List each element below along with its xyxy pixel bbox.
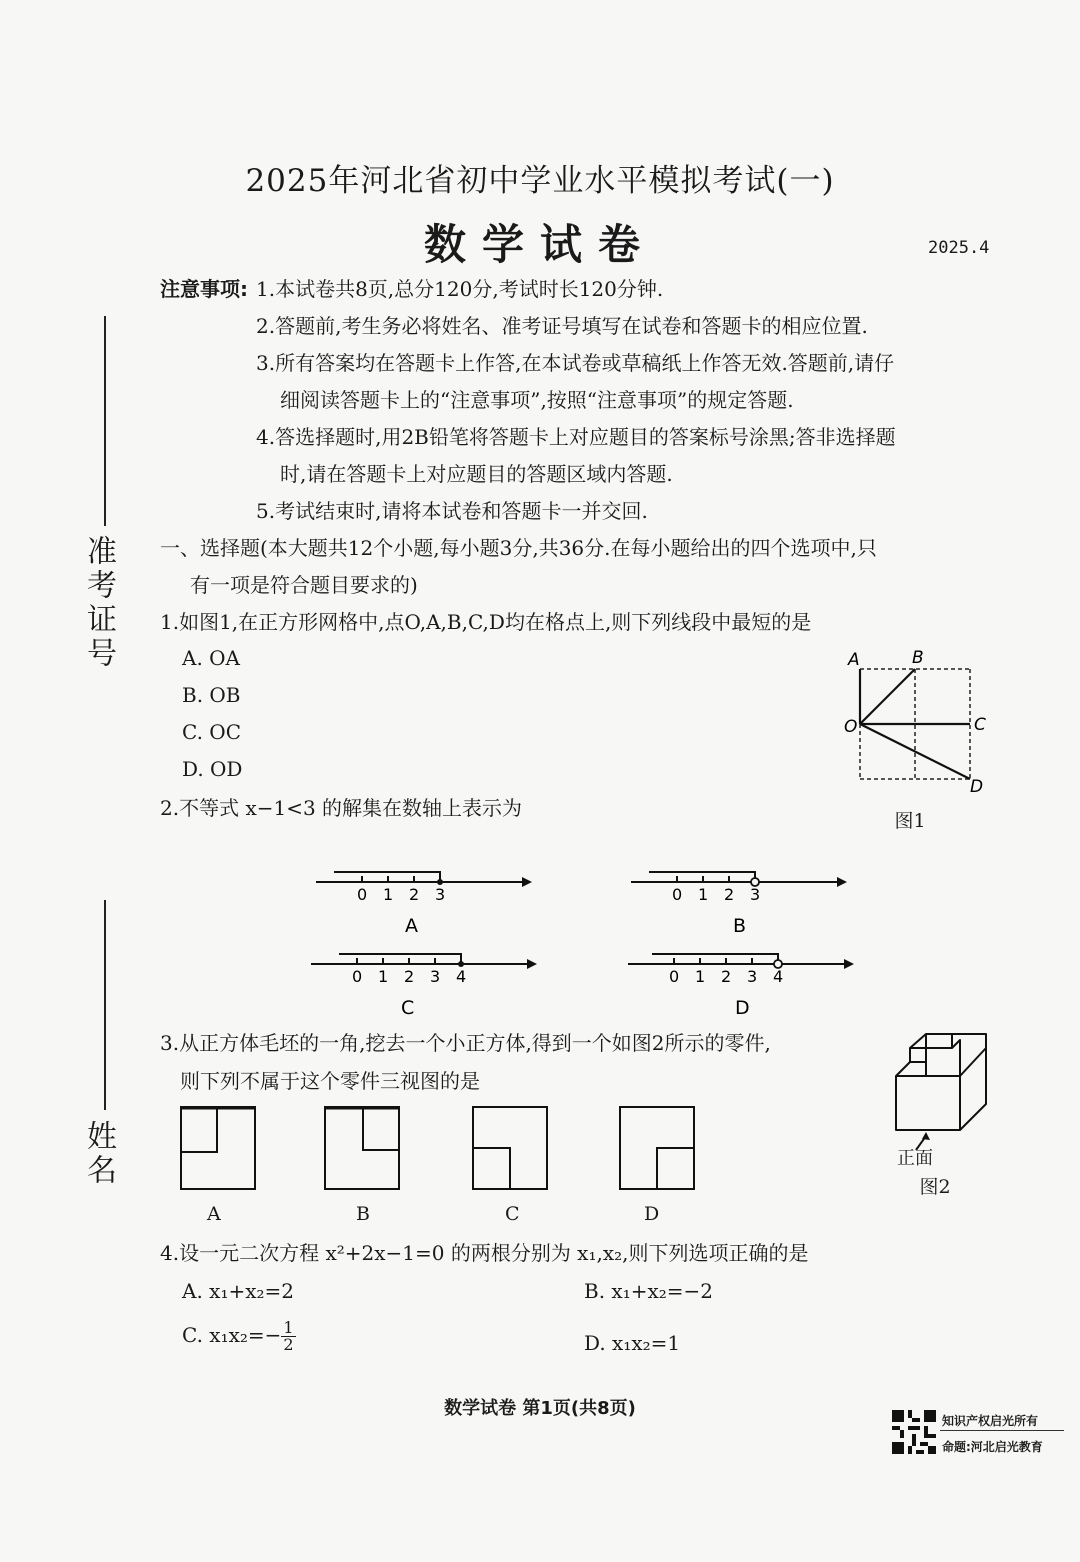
copyright-line-1: 知识产权启光所有 xyxy=(942,1414,1039,1428)
copyright-line-2: 命题:河北启光教育 xyxy=(942,1440,1043,1454)
number-line-b xyxy=(625,862,855,942)
notice-item-1: 1.本试卷共8页,总分120分,考试时长120分钟. xyxy=(256,277,664,301)
figure-1-grid xyxy=(836,645,996,795)
view-option-d xyxy=(617,1104,697,1194)
qr-code-icon xyxy=(892,1410,936,1454)
fraction-numerator: 1 xyxy=(283,1318,294,1337)
question-4-option-d: D. x₁x₂=1 xyxy=(584,1331,681,1355)
notice-item-5: 5.考试结束时,请将本试卷和答题卡一并交回. xyxy=(256,499,648,523)
question-1-stem: 1.如图1,在正方形网格中,点O,A,B,C,D均在格点上,则下列线段中最短的是 xyxy=(160,610,812,634)
number-line-a xyxy=(310,862,540,942)
tick-1: 1 xyxy=(378,967,389,986)
tick-1: 1 xyxy=(698,885,709,904)
number-line-c xyxy=(305,944,545,1024)
view-option-a-label: A xyxy=(207,1203,221,1225)
tick-0: 0 xyxy=(669,967,680,986)
name-line xyxy=(104,900,106,1110)
notice-label: 注意事项: xyxy=(160,277,248,301)
tick-1: 1 xyxy=(695,967,706,986)
notice-item-3-cont: 细阅读答题卡上的“注意事项”,按照“注意事项”的规定答题. xyxy=(280,388,794,412)
view-option-a xyxy=(178,1104,258,1194)
tick-0: 0 xyxy=(672,885,683,904)
notice-item-4-cont: 时,请在答题卡上对应题目的答题区域内答题. xyxy=(280,462,673,486)
figure-1-caption: 图1 xyxy=(894,810,926,832)
tick-3: 3 xyxy=(430,967,441,986)
section-1-heading: 一、选择题(本大题共12个小题,每小题3分,共36分.在每小题给出的四个选项中,只 xyxy=(160,536,877,560)
view-option-b xyxy=(322,1104,402,1194)
view-option-b-label: B xyxy=(356,1203,370,1225)
question-1-option-c: C. OC xyxy=(182,720,242,744)
option-label: A xyxy=(405,915,418,937)
question-1-option-d: D. OD xyxy=(182,757,243,781)
tick-2: 2 xyxy=(721,967,732,986)
tick-2: 2 xyxy=(724,885,735,904)
option-c-text: C. x₁x₂=− xyxy=(182,1323,282,1347)
section-1-heading-cont: 有一项是符合题目要求的) xyxy=(190,573,418,597)
tick-0: 0 xyxy=(357,885,368,904)
exam-id-label: 准考证号 xyxy=(81,535,116,671)
question-4-option-b: B. x₁+x₂=−2 xyxy=(584,1279,714,1303)
question-4-stem: 4.设一元二次方程 x²+2x−1=0 的两根分别为 x₁,x₂,则下列选项正确的是 xyxy=(160,1241,809,1265)
question-4-option-a: A. x₁+x₂=2 xyxy=(182,1279,294,1303)
number-line-d xyxy=(622,944,862,1024)
tick-3: 3 xyxy=(750,885,761,904)
tick-2: 2 xyxy=(409,885,420,904)
tick-2: 2 xyxy=(404,967,415,986)
option-label: B xyxy=(733,915,747,937)
figure-2-caption: 图2 xyxy=(919,1176,951,1198)
tick-0: 0 xyxy=(352,967,363,986)
paper-subtitle: 数学试卷 xyxy=(423,220,656,269)
view-option-c xyxy=(470,1104,550,1194)
question-1-option-a: A. OA xyxy=(182,646,240,670)
question-3-stem: 3.从正方体毛坯的一角,挖去一个小正方体,得到一个如图2所示的零件, xyxy=(160,1031,771,1055)
exam-title: 2025年河北省初中学业水平模拟考试(一) xyxy=(245,163,835,199)
notice-item-3: 3.所有答案均在答题卡上作答,在本试卷或草稿纸上作答无效.答题前,请仔 xyxy=(256,351,895,375)
name-label: 姓名 xyxy=(81,1120,116,1188)
tick-4: 4 xyxy=(456,967,467,986)
notice-item-2: 2.答题前,考生务必将姓名、准考证号填写在试卷和答题卡的相应位置. xyxy=(256,314,868,338)
view-option-c-label: C xyxy=(505,1203,520,1225)
tick-4: 4 xyxy=(773,967,784,986)
question-4-option-c xyxy=(182,1320,296,1353)
notice-item-4: 4.答选择题时,用2B铅笔将答题卡上对应题目的答案标号涂黑;答非选择题 xyxy=(256,425,896,449)
copyright-divider xyxy=(940,1430,1064,1431)
question-3-stem-cont: 则下列不属于这个零件三视图的是 xyxy=(180,1069,480,1093)
view-option-d-label: D xyxy=(644,1203,660,1225)
fraction xyxy=(281,1320,295,1353)
segment-ob xyxy=(860,669,915,724)
page-footer: 数学试卷 第1页(共8页) xyxy=(444,1398,636,1419)
front-view-label: 正面 xyxy=(897,1148,933,1169)
tick-3: 3 xyxy=(435,885,446,904)
option-label: C xyxy=(401,997,415,1019)
point-a-label: A xyxy=(848,650,860,670)
tick-1: 1 xyxy=(383,885,394,904)
fraction-denominator: 2 xyxy=(283,1335,294,1354)
tick-3: 3 xyxy=(747,967,758,986)
question-2-stem: 2.不等式 x−1<3 的解集在数轴上表示为 xyxy=(160,796,523,820)
exam-date: 2025.4 xyxy=(928,238,990,258)
point-o-label: O xyxy=(844,717,858,737)
point-c-label: C xyxy=(974,715,986,735)
point-b-label: B xyxy=(912,648,924,668)
question-1-option-b: B. OB xyxy=(182,683,241,707)
figure-2-solid xyxy=(886,1026,1006,1156)
option-label: D xyxy=(735,997,750,1019)
point-d-label: D xyxy=(970,777,984,795)
exam-id-line xyxy=(104,316,106,526)
